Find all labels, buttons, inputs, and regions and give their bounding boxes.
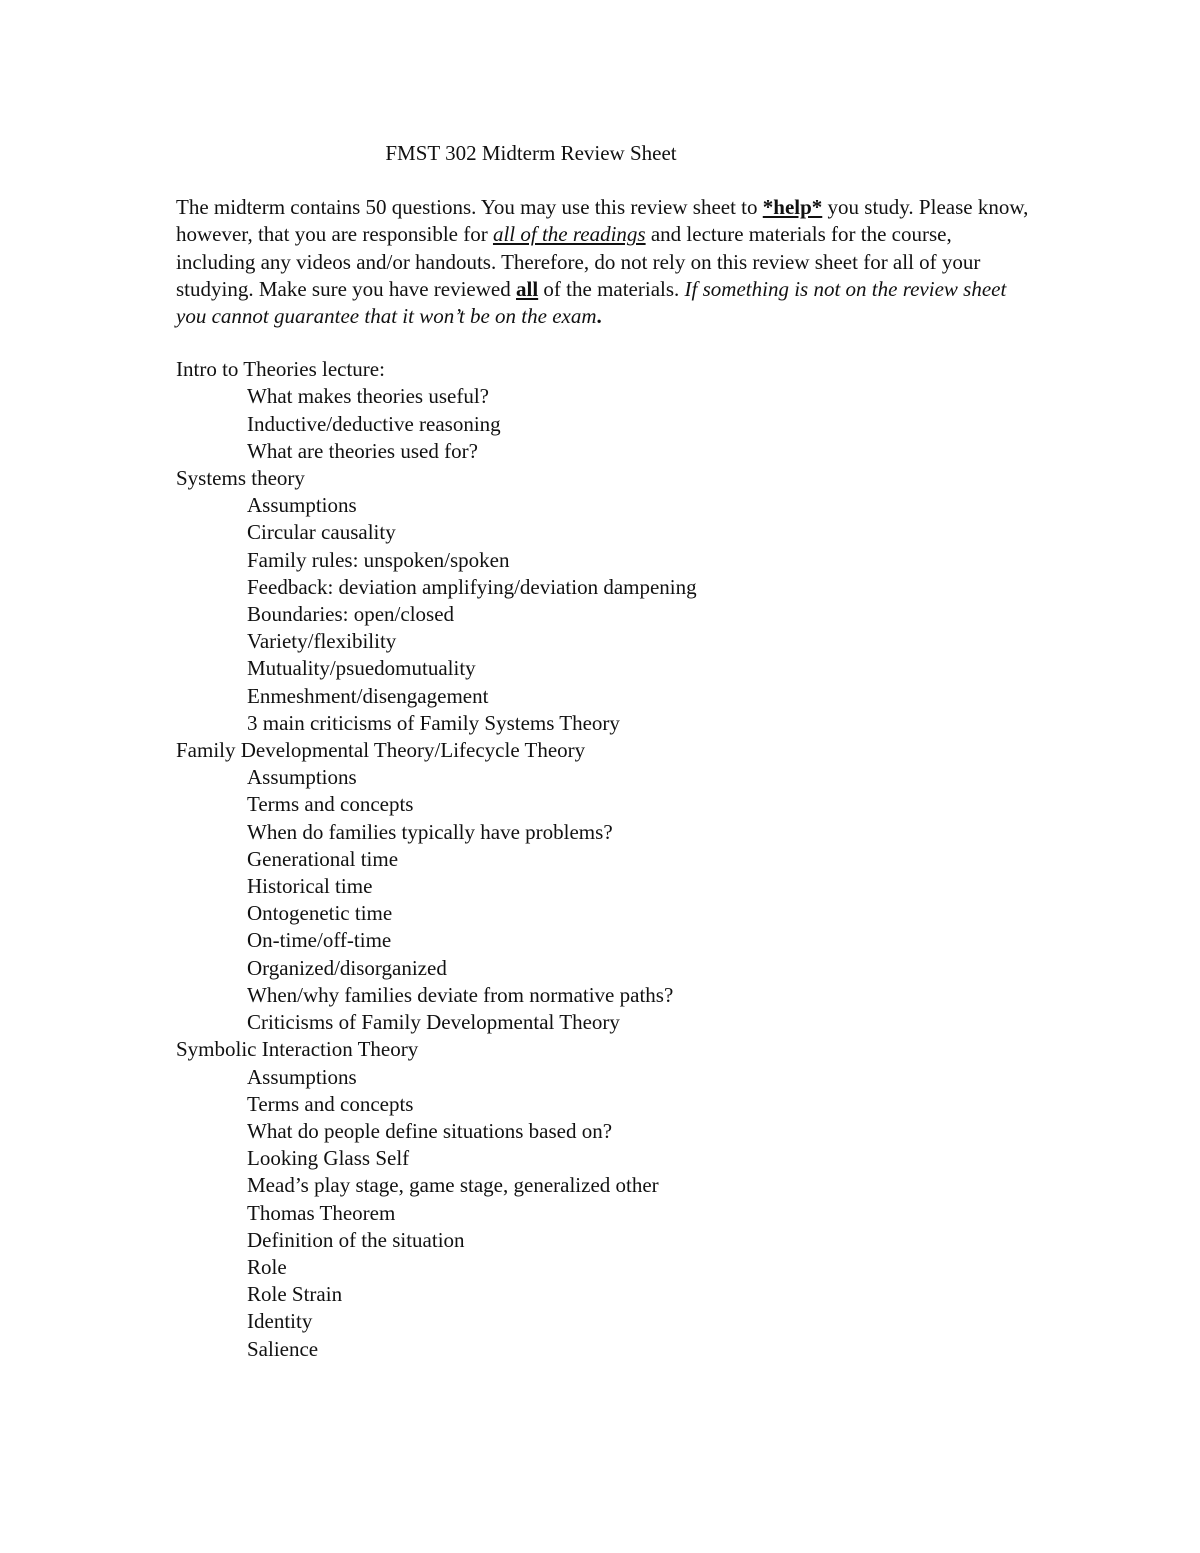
section-item-list [176, 383, 1036, 465]
review-topic-item: Assumptions [247, 1064, 357, 1089]
topic-section [176, 356, 1036, 465]
section-title: Systems theory [176, 466, 305, 491]
review-topic-item: Variety/flexibility [247, 629, 397, 654]
section-title: Intro to Theories lecture: [176, 357, 385, 382]
document-page [176, 140, 1036, 1363]
intro-text [176, 194, 1036, 330]
review-topic-item: Inductive/deductive reasoning [247, 411, 501, 436]
review-topic-item: Assumptions [247, 765, 357, 790]
review-topic-item: Enmeshment/disengagement [247, 683, 489, 708]
review-topic-item: Family rules: unspoken/spoken [247, 547, 510, 572]
topic-section [176, 737, 1036, 1036]
review-topic-item: Feedback: deviation amplifying/deviation dampening [247, 574, 697, 599]
intro-paragraph [176, 194, 1036, 330]
review-topic-item: Ontogenetic time [247, 901, 393, 926]
review-topic-item: Role [247, 1254, 287, 1279]
section-item-list [176, 492, 1036, 737]
intro-text-4: of the materials. [538, 276, 685, 301]
review-topic-item: Criticisms of Family Developmental Theory [247, 1010, 620, 1035]
section-item-list [176, 1064, 1036, 1363]
review-topic-item: Role Strain [247, 1282, 343, 1307]
intro-text-2: you study. Please know, however, that you are responsible for [176, 195, 1029, 247]
review-topic-item: On-time/off-time [247, 928, 392, 953]
review-topic-item: What makes theories useful? [247, 384, 489, 409]
review-topic-item: Organized/disorganized [247, 955, 447, 980]
review-topic-item: Terms and concepts [247, 792, 414, 817]
review-topic-item: Assumptions [247, 493, 357, 518]
section-title: Family Developmental Theory/Lifecycle Theory [176, 738, 586, 763]
warning-text: If something is not on the review sheet you cannot guarantee that it won’t be on the exam [176, 276, 1007, 329]
review-topic-item: Boundaries: open/closed [247, 602, 455, 627]
intro-text-1: The midterm contains 50 questions. You may use this review sheet to [176, 195, 763, 220]
review-topic-item: 3 main criticisms of Family Systems Theory [247, 710, 620, 735]
intro-text-3: and lecture materials for the course, including any videos and/or handouts. Therefore, do not rely on this review sheet for all of your studying. Make sure you have reviewed [176, 222, 981, 301]
help-emphasis: *help* [762, 195, 823, 220]
readings-emphasis: all of the readings [492, 222, 646, 247]
topic-outline [176, 356, 1036, 1363]
review-topic-item: Salience [247, 1336, 319, 1361]
topic-section [176, 1036, 1036, 1362]
warning-period: . [596, 304, 602, 329]
review-topic-item: Terms and concepts [247, 1091, 414, 1116]
review-topic-item: Mutuality/psuedomutuality [247, 656, 476, 681]
review-topic-item: When/why families deviate from normative paths? [247, 982, 674, 1007]
review-topic-item: What are theories used for? [247, 438, 478, 463]
review-topic-item: Generational time [247, 846, 399, 871]
topic-section [176, 465, 1036, 737]
review-topic-item: Definition of the situation [247, 1227, 465, 1252]
review-topic-item: What do people define situations based on? [247, 1118, 613, 1143]
review-topic-item: Identity [247, 1309, 313, 1334]
section-title: Symbolic Interaction Theory [176, 1037, 419, 1062]
review-topic-item: Historical time [247, 874, 373, 899]
review-topic-item: Mead’s play stage, game stage, generalized other [247, 1173, 659, 1198]
section-item-list [176, 764, 1036, 1036]
review-topic-item: Thomas Theorem [247, 1200, 396, 1225]
document-title: FMST 302 Midterm Review Sheet [385, 141, 677, 165]
all-emphasis: all [516, 276, 539, 301]
review-topic-item: When do families typically have problems? [247, 819, 613, 844]
review-topic-item: Looking Glass Self [247, 1146, 410, 1171]
review-topic-item: Circular causality [247, 520, 396, 545]
